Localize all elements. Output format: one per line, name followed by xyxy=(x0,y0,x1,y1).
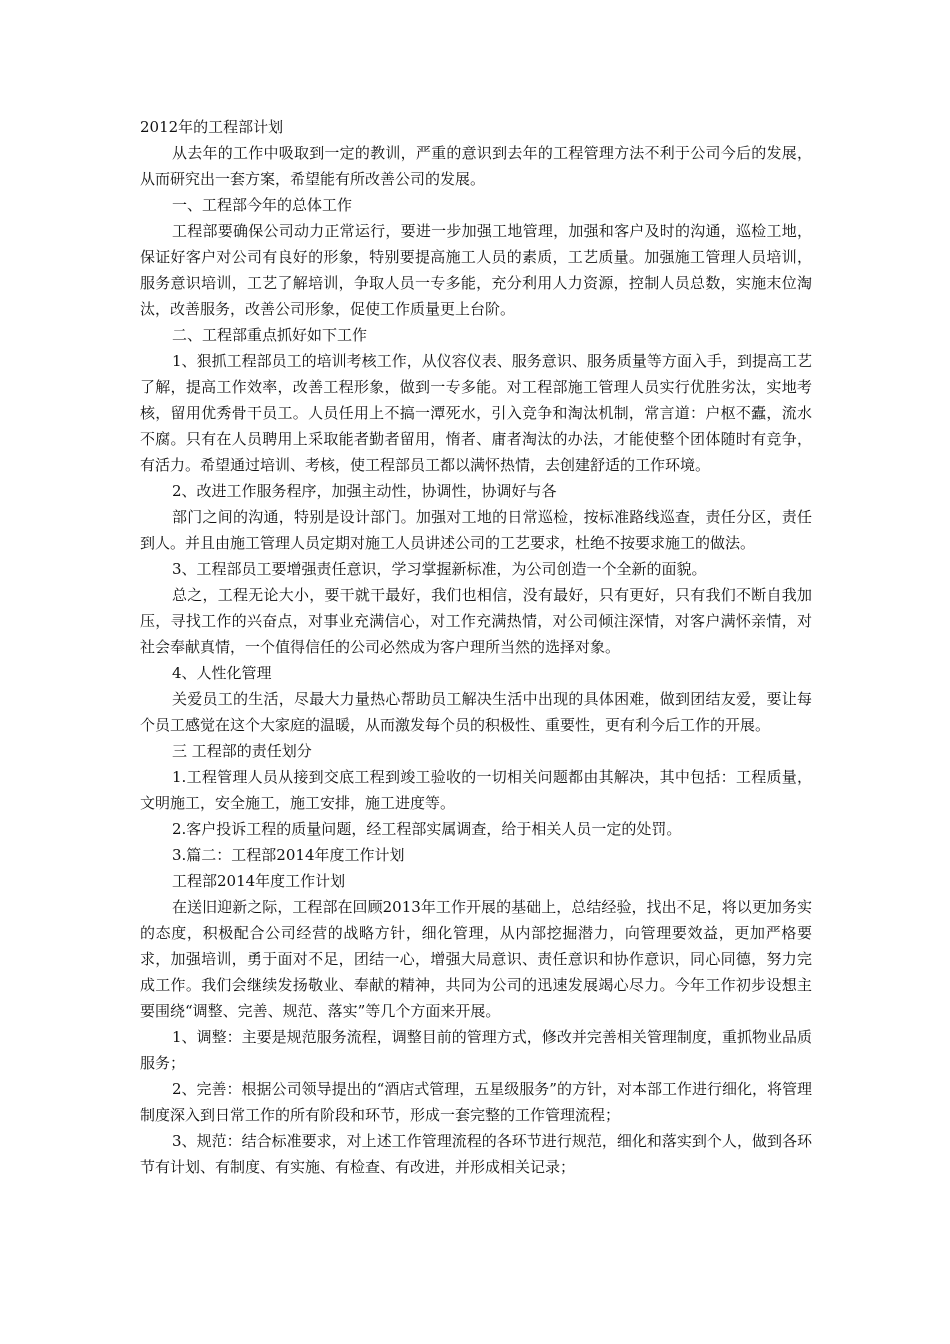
paragraph-care: 关爱员工的生活，尽最大力量热心帮助员工解决生活中出现的具体困难，做到团结友爱，要让每个员工感觉在这个大家庭的温暖，从而激发每个员的积极性、重要性，更有利今后工作的开展。 xyxy=(140,690,812,734)
section-heading-1: 一、工程部今年的总体工作 xyxy=(172,196,353,214)
paragraph-summary: 总之，工程无论大小，要干就干最好，我们也相信，没有最好，只有更好，只有我们不断自我加压，寻找工作的兴奋点，对事业充满信心，对工作充满热情，对公司倾注深情，对客户满怀亲情，对社会奉献真情，一个值得信任的公司必然成为客户理所当然的选择对象。 xyxy=(140,586,812,656)
paragraph-responsibility-1: 1.工程管理人员从接到交底工程到竣工验收的一切相关问题都由其解决，其中包括：工程质量，文明施工，安全施工，施工安排，施工进度等。 xyxy=(140,768,812,812)
document-page xyxy=(140,114,812,1180)
section-heading-2: 二、工程部重点抓好如下工作 xyxy=(172,326,368,344)
paragraph-part-2-heading: 3.篇二：工程部2014年度工作计划 xyxy=(172,846,405,864)
paragraph-intro: 从去年的工作中吸取到一定的教训，严重的意识到去年的工程管理方法不利于公司今后的发展，从而研究出一套方案，希望能有所改善公司的发展。 xyxy=(140,144,812,188)
document-title: 2012年的工程部计划 xyxy=(140,118,284,136)
paragraph-plan-intro: 在送旧迎新之际，工程部在回顾2013年工作开展的基础上，总结经验，找出不足，将以更加务实的态度，积极配合公司经营的战略方针，细化管理，从内部挖掘潜力，向管理要效益，更加严格要求，加强培训，勇于面对不足，团结一心，增强大局意识、责任意识和协作意识，同心同德，努力完成工作。我们会继续发扬敬业、奉献的精神，共同为公司的迅速发展竭心尽力。今年工作初步设想主要围绕“调整、完善、规范、落实”等几个方面来开展。 xyxy=(140,898,812,1020)
paragraph-item-4: 4、人性化管理 xyxy=(172,664,272,682)
paragraph-responsibility-2: 2.客户投诉工程的质量问题，经工程部实属调查，给于相关人员一定的处罚。 xyxy=(172,820,682,838)
paragraph-plan-title: 工程部2014年度工作计划 xyxy=(172,872,346,890)
paragraph-item-2-continued: 部门之间的沟通，特别是设计部门。加强对工地的日常巡检，按标准路线巡查，责任分区，责任到人。并且由施工管理人员定期对施工人员讲述公司的工艺要求，杜绝不按要求施工的做法。 xyxy=(140,508,812,552)
paragraph-standardize: 3、规范：结合标准要求，对上述工作管理流程的各环节进行规范，细化和落实到个人，做到各环节有计划、有制度、有实施、有检查、有改进，并形成相关记录； xyxy=(140,1132,812,1176)
section-heading-3: 三 工程部的责任划分 xyxy=(172,742,312,760)
paragraph-adjust: 1、调整：主要是规范服务流程，调整目前的管理方式，修改并完善相关管理制度，重抓物业品质服务； xyxy=(140,1028,812,1072)
paragraph-item-1: 1、狠抓工程部员工的培训考核工作，从仪容仪表、服务意识、服务质量等方面入手，到提高工艺了解，提高工作效率，改善工程形象，做到一专多能。对工程部施工管理人员实行优胜劣汰，实地考核，留用优秀骨干员工。人员任用上不搞一潭死水，引入竞争和淘汰机制，常言道：户枢不蠹，流水不腐。只有在人员聘用上采取能者勤者留用，惰者、庸者淘汰的办法，才能使整个团体随时有竞争，有活力。希望通过培训、考核，使工程部员工都以满怀热情，去创建舒适的工作环境。 xyxy=(140,352,812,474)
paragraph-item-2: 2、改进工作服务程序，加强主动性，协调性，协调好与各 xyxy=(172,482,557,500)
paragraph-item-3: 3、工程部员工要增强责任意识，学习掌握新标准，为公司创造一个全新的面貌。 xyxy=(172,560,707,578)
paragraph-improve: 2、完善：根据公司领导提出的“酒店式管理，五星级服务”的方针，对本部工作进行细化，将管理制度深入到日常工作的所有阶段和环节，形成一套完整的工作管理流程； xyxy=(140,1080,812,1124)
paragraph-overall-work: 工程部要确保公司动力正常运行，要进一步加强工地管理，加强和客户及时的沟通，巡检工地，保证好客户对公司有良好的形象，特别要提高施工人员的素质，工艺质量。加强施工管理人员培训，服务意识培训，工艺了解培训，争取人员一专多能，充分利用人力资源，控制人员总数，实施末位淘汰，改善服务，改善公司形象，促使工作质量更上台阶。 xyxy=(140,222,812,318)
